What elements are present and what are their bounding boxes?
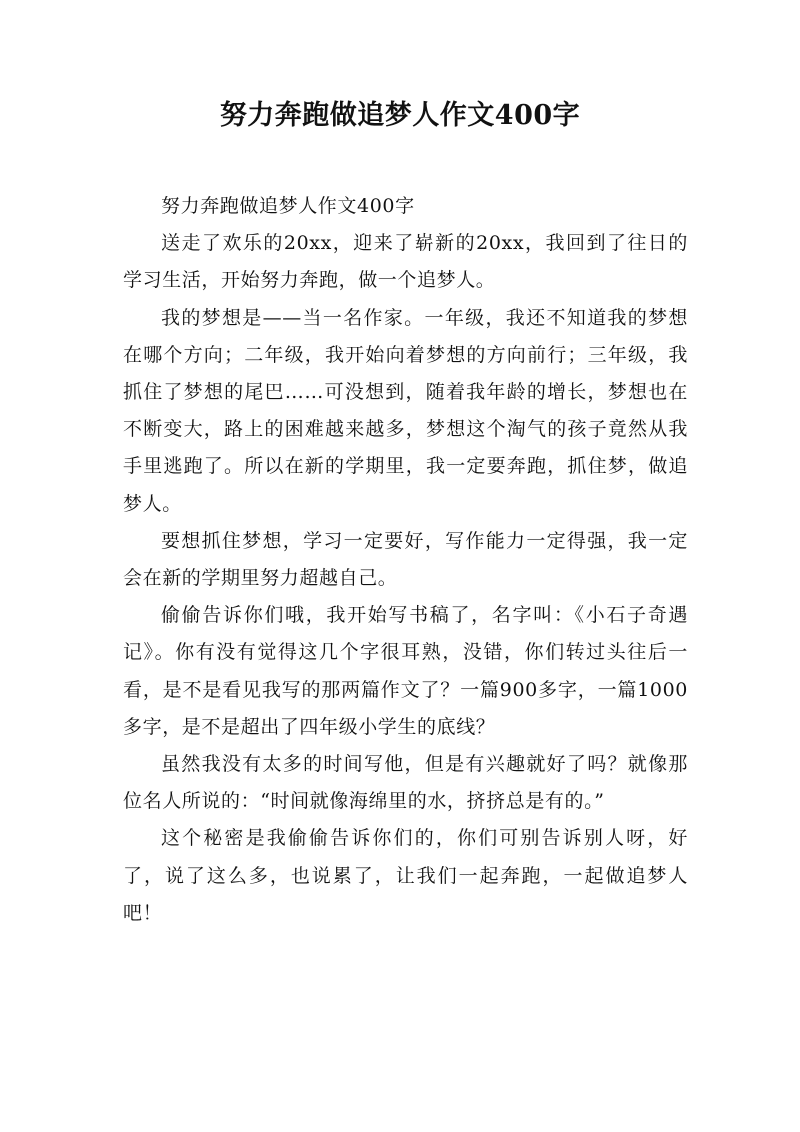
- paragraph-4: 偷偷告诉你们哦，我开始写书稿了，名字叫：《小石子奇遇记》。你有没有觉得这几个字很耳熟，没错，你们转过头往后一看，是不是看见我写的那两篇作文了？一篇900多字，一篇1000多字，是不是超出了四年级小学生的底线？: [123, 604, 688, 738]
- paragraph-subtitle: 努力奔跑做追梦人作文400字: [161, 195, 415, 217]
- document-body: [123, 188, 688, 932]
- paragraph-6: 这个秘密是我偷偷告诉你们的，你们可别告诉别人呀，好了，说了这么多，也说累了，让我们一起奔跑，一起做追梦人吧！: [123, 827, 688, 924]
- paragraph-2: 我的梦想是——当一名作家。一年级，我还不知道我的梦想在哪个方向；二年级，我开始向着梦想的方向前行；三年级，我抓住了梦想的尾巴……可没想到，随着我年龄的增长，梦想也在不断变大，路上的困难越来越多，梦想这个淘气的孩子竟然从我手里逃跑了。所以在新的学期里，我一定要奔跑，抓住梦，做追梦人。: [123, 306, 688, 515]
- paragraph-3: 要想抓住梦想，学习一定要好，写作能力一定得强，我一定会在新的学期里努力超越自己。: [123, 529, 688, 590]
- paragraph-1: 送走了欢乐的20xx，迎来了崭新的20xx，我回到了往日的学习生活，开始努力奔跑，做一个追梦人。: [123, 232, 688, 292]
- paragraph-5: 虽然我没有太多的时间写他，但是有兴趣就好了吗？就像那位名人所说的：“时间就像海绵里的水，挤挤总是有的。”: [123, 753, 688, 813]
- document-title: 努力奔跑做追梦人作文400字: [219, 100, 581, 131]
